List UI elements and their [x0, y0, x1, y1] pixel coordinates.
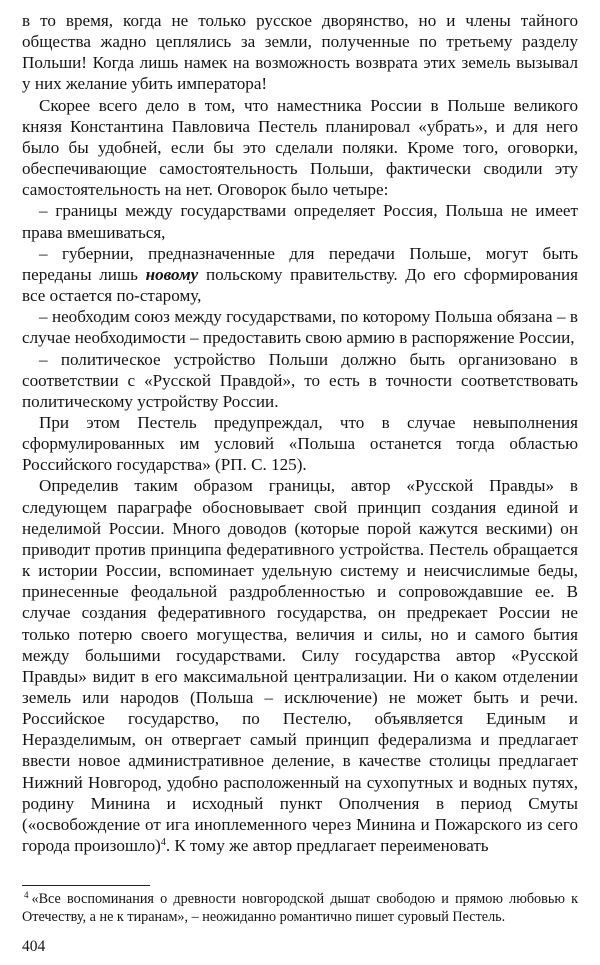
paragraph: [22, 475, 578, 856]
emphasized-word: новому: [145, 264, 199, 284]
page-number: 404: [22, 938, 46, 955]
paragraph: При этом Пестель предупреждал, что в случае невыполнения сформулированных им условий «Польша останется тогда областью Российского государства» (РП. С. 125).: [22, 412, 578, 475]
footnote-divider: [22, 885, 150, 886]
main-text: [22, 10, 578, 856]
paragraph-continued: в то время, когда не только русское дворянство, но и члены тайного общества жадно цеплялись за земли, полученные по третьему разделу Польши! Когда лишь намек на возможность возврата этих земель вызывал у них желание убить императора!: [22, 11, 578, 94]
paragraph: Скорее всего дело в том, что наместника России в Польше великого князя Константина Павловича Пестель планировал «убрать», и для него было бы удобней, если бы это сделали поляки. Кроме того, оговорки, обеспечивающие самостоятельность Польши, фактически сводили эту самостоятельность на нет. Оговорок было четыре:: [22, 95, 578, 200]
list-item-condition: – политическое устройство Польши должно быть организовано в соответствии с «Русской Правдой», то есть в точности соответствовать политическому устройству России.: [22, 349, 578, 411]
list-item-condition: – необходим союз между государствами, по которому Польша обязана – в случае необходимости – предоставить свою армию в распоряжение России,: [22, 307, 578, 348]
text-run: . К тому же автор предлагает переименовать: [165, 836, 489, 856]
footnote: [22, 891, 578, 926]
list-item-condition: [22, 243, 578, 306]
text-run: польскому правительству. До его сформирования все остается по-старому,: [22, 264, 578, 306]
text-run: – губернии, предназначенные для передачи Польше, могут быть переданы лишь: [22, 243, 578, 284]
footnote-mark: 4: [24, 890, 29, 900]
footnote-reference[interactable]: 4: [160, 837, 166, 849]
text-run: Определив таким образом границы, автор «Русской Правды» в следующем параграфе обосновывает свой принцип создания единой и неделимой России. Много доводов (которые порой кажутся вескими) он приводит против принципа федеративного устройства. Пестель обращается к истории России, вспоминает удельную систему и неисчислимые беды, принесенные феодальной раздробленностью и сопровождавшие ее. В случае создания федеративного государства, он предрекает России не только потерю своего могущества, величия и силы, но и самого бытия между большими государствами. Силу государства автор «Русской Правды» видит в его максимальной централизации. Ни о каком отделении земель или народов (Польша – исключение) не может быть и речи. Российское государство, по Пестелю, объявляется Единым и Неразделимым, он отвергает самый принцип федерализма и предлагает ввести новое административное деление, в качестве столицы предлагает Нижний Новгород, удобно расположенный на сухопутных и водных путях, родину Минина и исходный пункт Ополчения в период Смуты («освобождение от ига иноплеменного через Минина и Пожарского из сего города произошло): [22, 476, 578, 856]
footnote-text: «Все воспоминания о древности новгородской дышат свободою и прямою любовью к Отечеству, а не к тиранам», – неожиданно романтично пишет суровый Пестель.: [22, 891, 578, 925]
list-item-condition: – границы между государствами определяет Россия, Польша не имеет права вмешиваться,: [22, 201, 578, 242]
